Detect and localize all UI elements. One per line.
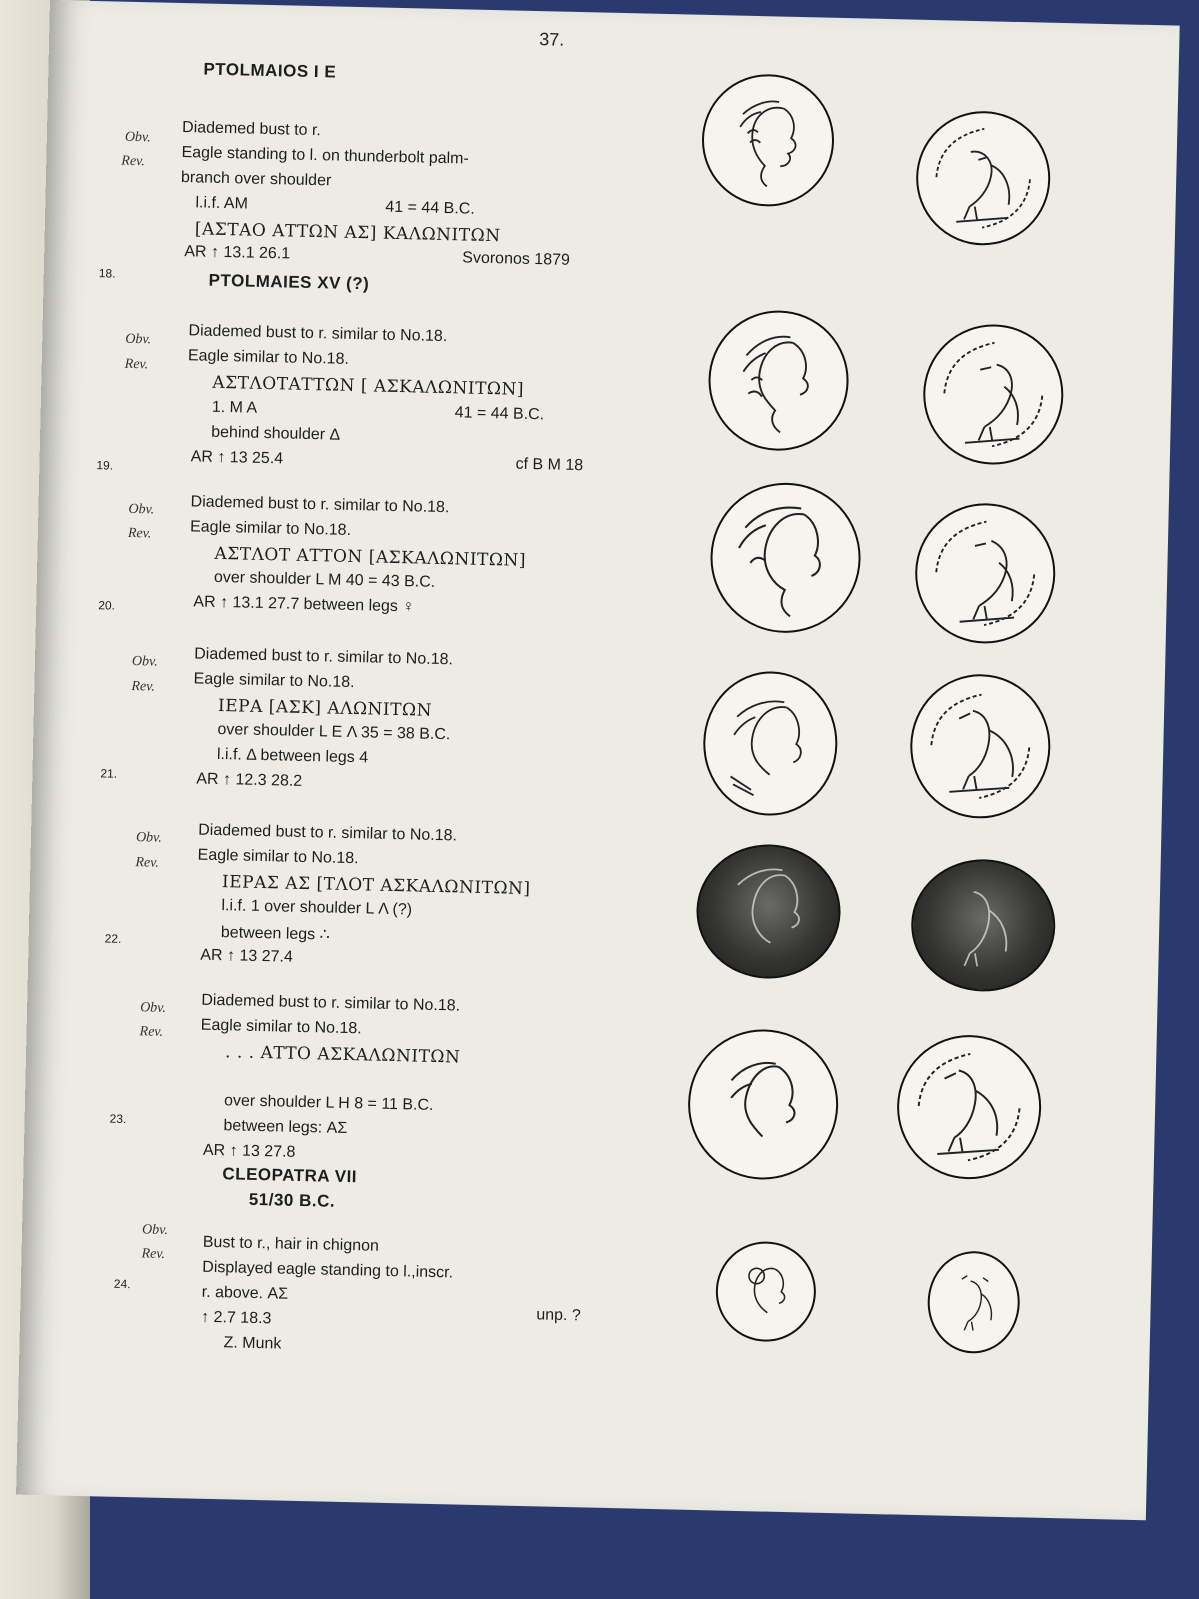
behind-shoulder-mark: behind shoulder Δ (211, 423, 341, 444)
entry-number: 21. (100, 766, 118, 781)
obverse-label: Obv. (128, 501, 155, 518)
coin-20-reverse-image (914, 502, 1057, 645)
greek-legend: ΙΕΡΑ [ΑΣΚ] ΑΛΩΝΙΤΩΝ (217, 695, 433, 721)
entry-number: 20. (98, 598, 116, 613)
obverse-label: Obv. (131, 654, 158, 670)
obverse-description: Diademed bust to r. similar to No.18. (201, 991, 461, 1015)
reference: cf B M 18 (515, 455, 584, 475)
page-number: 37. (539, 29, 565, 50)
obverse-label: Obv. (141, 1222, 169, 1238)
reverse-label: Rev. (131, 679, 156, 695)
obverse-description: Diademed bust to r. similar to No.18. (198, 821, 458, 845)
reverse-description: Displayed eagle standing to l.,inscr. (202, 1258, 454, 1282)
greek-legend: ΙΕΡΑΣ ΑΣ [ΤΛΟΤ ΑΣΚΑΛΩΝΙΤΩΝ] (221, 872, 531, 900)
section-title-ptolmaies: PTOLMAIES XV (?) (208, 270, 370, 294)
coin-19-reverse-image (922, 323, 1065, 466)
coin-20-obverse-image (709, 481, 862, 634)
between-legs-mark: between legs: ΑΣ (223, 1117, 348, 1138)
collector-name: Z. Munk (223, 1334, 282, 1353)
greek-legend: ΑΣΤΛΟΤ ΑΤΤΟΝ [ΑΣΚΑΛΩΝΙΤΩΝ] (214, 543, 527, 571)
coin-24-obverse-image (715, 1240, 817, 1342)
greek-legend: [ΑΣΤΑΟ ΑΤΤΩΝ ΑΣ] ΚΑΛΩΝΙΤΩΝ (194, 219, 501, 247)
greek-legend: ΑΣΤΛΟΤΑΤΤΩΝ [ ΑΣΚΑΛΩΝΙΤΩΝ] (212, 372, 525, 400)
obverse-label: Obv. (135, 830, 162, 846)
between-legs-mark: between legs ∴ (220, 924, 330, 944)
date-range: 41 = 44 B.C. (454, 404, 545, 424)
date-range: 41 = 44 B.C. (385, 198, 475, 218)
coin-21-obverse-image (702, 670, 839, 817)
obverse-description: Diademed bust to r. similar to No.18. (194, 645, 454, 669)
above-inscription: r. above. ΑΣ (201, 1283, 289, 1303)
reverse-description: Eagle similar to No.18. (197, 846, 359, 868)
reverse-label: Rev. (139, 1024, 164, 1040)
reverse-description: Eagle similar to No.18. (193, 670, 355, 692)
reverse-description-cont: branch over shoulder (180, 169, 332, 190)
section-title-cleopatra: CLEOPATRA VII (222, 1164, 358, 1187)
section-title-ptolemaios: PTOLMAIOS I E (203, 59, 337, 82)
metrology: ↑ 2.7 18.3 (200, 1308, 272, 1328)
left-in-field-mark: l.i.f. Δ between legs 4 (216, 745, 369, 767)
shoulder-mark-date: over shoulder L E Λ 35 = 38 B.C. (217, 720, 451, 744)
coin-23-obverse-image (686, 1028, 839, 1181)
reverse-description: Eagle similar to No.18. (189, 518, 352, 539)
greek-legend: . . . ΑΤΤΟ ΑΣΚΑΛΩΝΙΤΩΝ (224, 1042, 461, 1068)
reverse-label: Rev. (141, 1246, 166, 1262)
metrology: AR ↑ 12.3 28.2 (196, 770, 303, 790)
entry-number: 18. (98, 266, 116, 281)
reverse-label: Rev. (127, 525, 152, 542)
obverse-description: Diademed bust to r. similar to No.18. (190, 493, 450, 517)
coin-22-obverse-image (695, 843, 842, 980)
coin-19-obverse-image (707, 309, 850, 452)
reverse-label: Rev. (135, 855, 160, 871)
coin-22-reverse-image (910, 858, 1057, 993)
obverse-label: Obv. (139, 1000, 167, 1016)
reference: unp. ? (536, 1306, 581, 1325)
reverse-label: Rev. (124, 356, 149, 373)
reference: Svoronos 1879 (462, 249, 571, 269)
metrology: AR ↑ 13 27.4 (200, 946, 294, 966)
obverse-label: Obv. (125, 331, 152, 348)
coin-24-reverse-image (927, 1250, 1021, 1354)
obverse-description: Diademed bust to r. similar to No.18. (188, 322, 448, 346)
reverse-description: Eagle standing to l. on thunderbolt palm- (181, 144, 469, 168)
reverse-description: Eagle similar to No.18. (200, 1016, 362, 1038)
book-page (16, 0, 1180, 1520)
coin-18-obverse-image (701, 73, 836, 208)
section-date-cleopatra: 51/30 B.C. (248, 1189, 336, 1211)
reverse-description: Eagle similar to No.18. (187, 347, 350, 368)
left-in-field-mark: 1. M A (211, 398, 258, 417)
reverse-label: Rev. (121, 153, 145, 170)
coin-18-reverse-image (915, 110, 1052, 247)
shoulder-mark-date: over shoulder L H 8 = 11 B.C. (223, 1092, 434, 1114)
obverse-description: Diademed bust to r. (181, 119, 322, 140)
entry-number: 23. (109, 1111, 127, 1127)
metrology: AR ↑ 13.1 26.1 (184, 243, 291, 263)
shoulder-mark-date: over shoulder L M 40 = 43 B.C. (213, 568, 436, 591)
metrology: AR ↑ 13 27.8 (202, 1141, 296, 1161)
entry-number: 19. (96, 458, 114, 473)
coin-21-reverse-image (909, 673, 1052, 820)
entry-number: 24. (113, 1276, 131, 1292)
left-in-field-mark: l.i.f. AM (195, 194, 249, 213)
metrology: AR ↑ 13.1 27.7 between legs ♀ (193, 593, 415, 616)
left-in-field-mark: l.i.f. 1 over shoulder L Λ (?) (221, 897, 413, 919)
obverse-label: Obv. (124, 129, 151, 146)
coin-23-reverse-image (896, 1034, 1043, 1181)
metrology: AR ↑ 13 25.4 (190, 448, 284, 468)
entry-number: 22. (104, 931, 122, 946)
obverse-description: Bust to r., hair in chignon (202, 1233, 380, 1255)
